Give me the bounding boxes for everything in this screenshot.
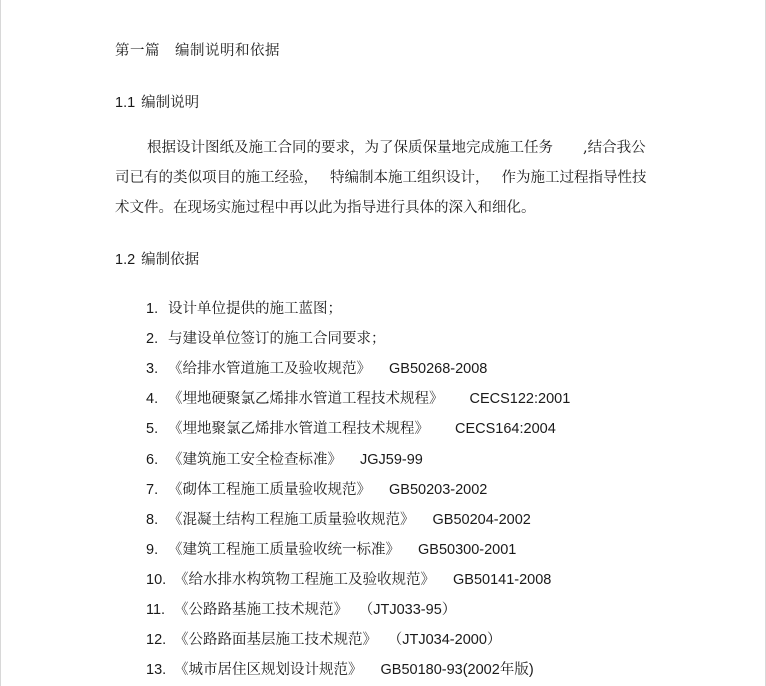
reference-number: 2. (146, 331, 159, 347)
reference-title: 《建筑施工安全检查标准》 (168, 452, 342, 468)
reference-item (146, 417, 556, 438)
reference-number: 8. (146, 512, 159, 528)
intro-line-2-part-a: 司已有的类似项目的施工经验， (115, 170, 318, 186)
reference-code: GB50180-93(2002年版) (380, 662, 534, 678)
reference-code: JGJ59-99 (360, 452, 423, 468)
reference-title: 《城市居住区规划设计规范》 (174, 662, 363, 678)
reference-number: 3. (146, 361, 159, 377)
reference-item (146, 628, 501, 649)
reference-item (146, 508, 531, 529)
reference-item (146, 598, 456, 619)
reference-number: 12. (146, 632, 167, 648)
reference-code: GB50141-2008 (453, 572, 552, 588)
reference-item (146, 297, 342, 318)
reference-code: CECS164:2004 (455, 421, 556, 437)
intro-line-3: 术文件。在现场实施过程中再以此为指导进行具体的深入和细化。 (115, 200, 536, 216)
reference-number: 10. (146, 572, 167, 588)
reference-number: 6. (146, 452, 159, 468)
section-number: 1.2 (115, 252, 136, 268)
reference-title: 《砌体工程施工质量验收规范》 (168, 482, 371, 498)
section-title: 编制说明 (141, 95, 200, 111)
reference-number: 11. (146, 602, 166, 618)
reference-number: 1. (146, 301, 159, 317)
reference-item (146, 448, 423, 469)
section-title: 编制依据 (141, 252, 200, 268)
section-heading-1-2 (115, 248, 199, 269)
intro-paragraph (115, 133, 655, 223)
reference-title: 《埋地聚氯乙烯排水管道工程技术规程》 (168, 421, 429, 437)
reference-code: （JTJ034-2000） (395, 632, 502, 648)
reference-code: （JTJ033-95） (366, 602, 457, 618)
reference-item (146, 387, 570, 408)
reference-item (146, 538, 516, 559)
intro-line-2-part-b: 特编制本施工组织设计， (330, 170, 490, 186)
page-border-left (0, 0, 1, 686)
reference-title: 《混凝土结构工程施工质量验收规范》 (168, 512, 415, 528)
chapter-title: 编制说明和依据 (175, 43, 280, 59)
chapter-number: 第一篇 (115, 43, 160, 59)
reference-number: 13. (146, 662, 167, 678)
reference-title: 《公路路基施工技术规范》 (174, 602, 348, 618)
reference-title: 《公路路面基层施工技术规范》 (174, 632, 377, 648)
reference-title: 与建设单位签订的施工合同要求； (168, 331, 386, 347)
reference-code: CECS122:2001 (469, 391, 571, 407)
reference-number: 4. (146, 391, 159, 407)
intro-line-1 (115, 133, 655, 163)
intro-line-2-part-c: 作为施工过程指导性技 (501, 170, 647, 186)
intro-line-1-part-a: 根据设计图纸及施工合同的要求，为了保质保量地完成施工任务 (147, 140, 553, 156)
reference-code: GB50268-2008 (389, 361, 488, 377)
reference-item (146, 327, 386, 348)
reference-code: GB50203-2002 (389, 482, 488, 498)
reference-code: GB50204-2002 (432, 512, 531, 528)
reference-title: 《埋地硬聚氯乙烯排水管道工程技术规程》 (168, 391, 444, 407)
reference-number: 7. (146, 482, 159, 498)
reference-item (146, 478, 487, 499)
reference-title: 《建筑工程施工质量验收统一标准》 (168, 542, 400, 558)
reference-number: 5. (146, 421, 159, 437)
reference-item (146, 357, 487, 378)
reference-item (146, 568, 551, 589)
intro-line-1-part-b: ,结合我公 (583, 140, 646, 156)
reference-title: 《给排水管道施工及验收规范》 (168, 361, 371, 377)
reference-code: GB50300-2001 (418, 542, 517, 558)
reference-title: 设计单位提供的施工蓝图； (168, 301, 342, 317)
reference-number: 9. (146, 542, 159, 558)
reference-title: 《给水排水构筑物工程施工及验收规范》 (174, 572, 435, 588)
chapter-heading (115, 39, 280, 60)
reference-item (146, 658, 534, 679)
section-heading-1-1 (115, 91, 199, 112)
intro-line-2 (115, 163, 655, 193)
section-number: 1.1 (115, 95, 136, 111)
